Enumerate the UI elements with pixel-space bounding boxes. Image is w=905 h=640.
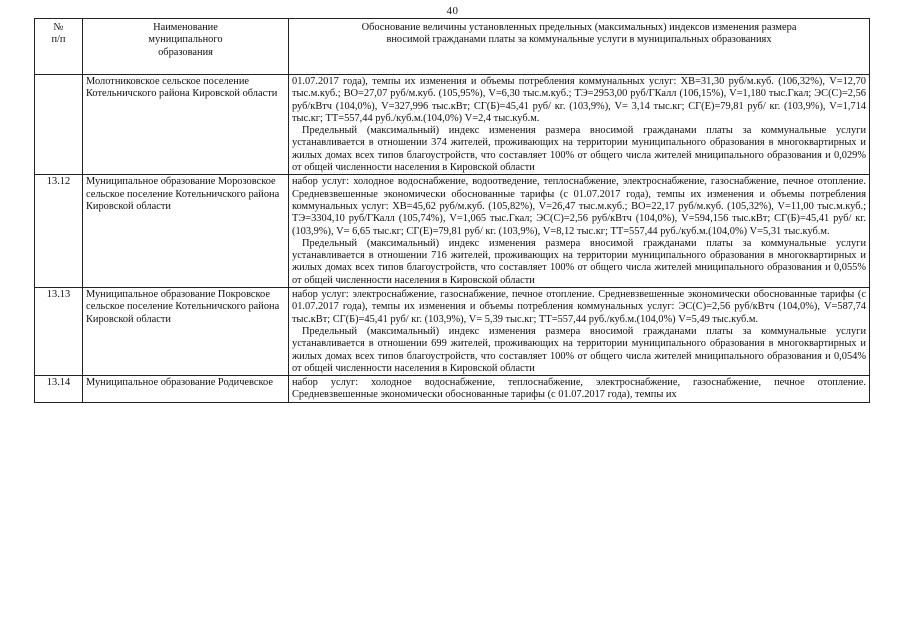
- header-text-line: вносимой гражданами платы за коммунальные услуги в муниципальных образованиях: [386, 34, 772, 46]
- justification-cell: [289, 288, 870, 376]
- municipality-name: Молотниковское сельское поселение Котельничского района Кировской области: [83, 75, 289, 175]
- justification-paragraph: набор услуг: холодное водоснабжение, водоотведение, теплоснабжение, электроснабжение, газоснабжение, печное отопление. Средневзвешенные экономически обоснованные тарифы (с 01.07.2017 года), темпы их изменения и объемы потребления коммунальных услуг: ХВ=45,62 руб/м.куб. (105,82%), V=26,47 тыс.м.куб.; ВО=22,17 руб/м.куб. (105,32%), V=11,00 тыс.м.куб.; ТЭ=3304,10 руб/ГКалл (105,74%), V=1,065 тыс.Гкал; ЭС(С)=2,56 руб/кВтч (104,0%), V=594,156 тыс.кВт; СГ(Б)=45,41 руб/ кг. (103,9%), V= 6,65 тыс.кг; СГ(Е)=79,81 руб/ кг. (103,9%), V=8,12 тыс.кг; ТТ=557,44 руб./куб.м.(104,0%) V=5,31 тыс.куб.м.: [292, 176, 866, 237]
- header-text-line: Обоснование величины установленных предельных (максимальных) индексов изменения размера: [361, 22, 797, 33]
- header-name-line: Наименование: [153, 22, 218, 33]
- justification-paragraph: Предельный (максимальный) индекс изменения размера вносимой гражданами платы за коммунальные услуги устанавливается в отношении 699 жителей, проживающих на территории муниципального образования в многоквартирных и жилых домах всех типов благоустройств, что составляет 100% от общего числа жителей мниципального образования и 0,054% от общей численности населения в Кировской области: [292, 325, 866, 374]
- justification-paragraph: 01.07.2017 года), темпы их изменения и объемы потребления коммунальных услуг: ХВ=31,30 руб/м.куб. (106,32%), V=12,70 тыс.м.куб.; ВО=27,07 руб/м.куб. (105,95%), V=6,30 тыс.м.куб.; ТЭ=2953,00 руб/ГКалл (106,15%), V=1,180 тыс.Гкал; ЭС(С)=2,56 руб/кВтч (104,0%), V=327,996 тыс.кВт; СГ(Б)=45,41 руб/ кг. (103,9%), V= 3,14 тыс.кг; СГ(Е)=79,81 руб/ кг. (103,9%), V=1,714 тыс.кг; ТТ=557,44 руб./куб.м.(104,0%) V=2,4 тыс.куб.м.: [292, 76, 866, 124]
- header-num-line: №: [53, 22, 64, 33]
- table-row: [35, 175, 870, 288]
- row-number: 13.14: [35, 376, 83, 403]
- header-num: [35, 19, 83, 75]
- header-text: [289, 19, 870, 75]
- justification-paragraph: Предельный (максимальный) индекс изменения размера вносимой гражданами платы за коммунальные услуги устанавливается в отношении 716 жителей, проживающих на территории муниципального образования в многоквартирных и жилых домах всех типов благоустройств, что составляет 100% от общего числа жителей мниципального образования и 0,055% от общей численности населения в Кировской области: [292, 237, 866, 286]
- justification-cell: [289, 175, 870, 288]
- municipality-name: Муниципальное образование Покровское сельское поселение Котельничского района Кировской области: [83, 288, 289, 376]
- header-num-line: п/п: [51, 34, 66, 46]
- tariff-table: [34, 18, 870, 403]
- row-number: [35, 75, 83, 175]
- page-number: 40: [446, 5, 459, 17]
- justification-cell: [289, 376, 870, 403]
- header-name-line: образования: [158, 46, 213, 58]
- justification-paragraph: Предельный (максимальный) индекс изменения размера вносимой гражданами платы за коммунальные услуги устанавливается в отношении 374 жителей, проживающих на территории муниципального образования в многоквартирных и жилых домах всех типов благоустройств, что составляет 100% от общего числа жителей мниципального образования и 0,029% от общей численности населения в Кировской области: [292, 125, 866, 174]
- header-name-line: муниципального: [148, 34, 223, 46]
- table-header-row: [35, 19, 870, 75]
- table-row: [35, 288, 870, 376]
- municipality-name: Муниципальное образование Родичевское: [83, 376, 289, 403]
- row-number: 13.12: [35, 175, 83, 288]
- table-row: [35, 376, 870, 403]
- header-name: [83, 19, 289, 75]
- justification-cell: [289, 75, 870, 175]
- municipality-name: Муниципальное образование Морозовское сельское поселение Котельничского района Кировской области: [83, 175, 289, 288]
- table-row: [35, 75, 870, 175]
- row-number: 13.13: [35, 288, 83, 376]
- justification-paragraph: набор услуг: холодное водоснабжение, теплоснабжение, электроснабжение, газоснабжение, печное отопление. Средневзвешенные экономически обоснованные тарифы (с 01.07.2017 года), темпы их: [292, 377, 866, 401]
- justification-paragraph: набор услуг: электроснабжение, газоснабжение, печное отопление. Средневзвешенные экономически обоснованные тарифы (с 01.07.2017 года), темпы их изменения и объемы потребления коммунальных услуг: ЭС(С)=2,56 руб/кВтч (104,0%), V=587,74 тыс.кВт; СГ(Б)=45,41 руб/ кг. (103,9%), V= 5,39 тыс.кг; ТТ=557,44 руб./куб.м.(104,0%) V=5,49 тыс.куб.м.: [292, 289, 866, 325]
